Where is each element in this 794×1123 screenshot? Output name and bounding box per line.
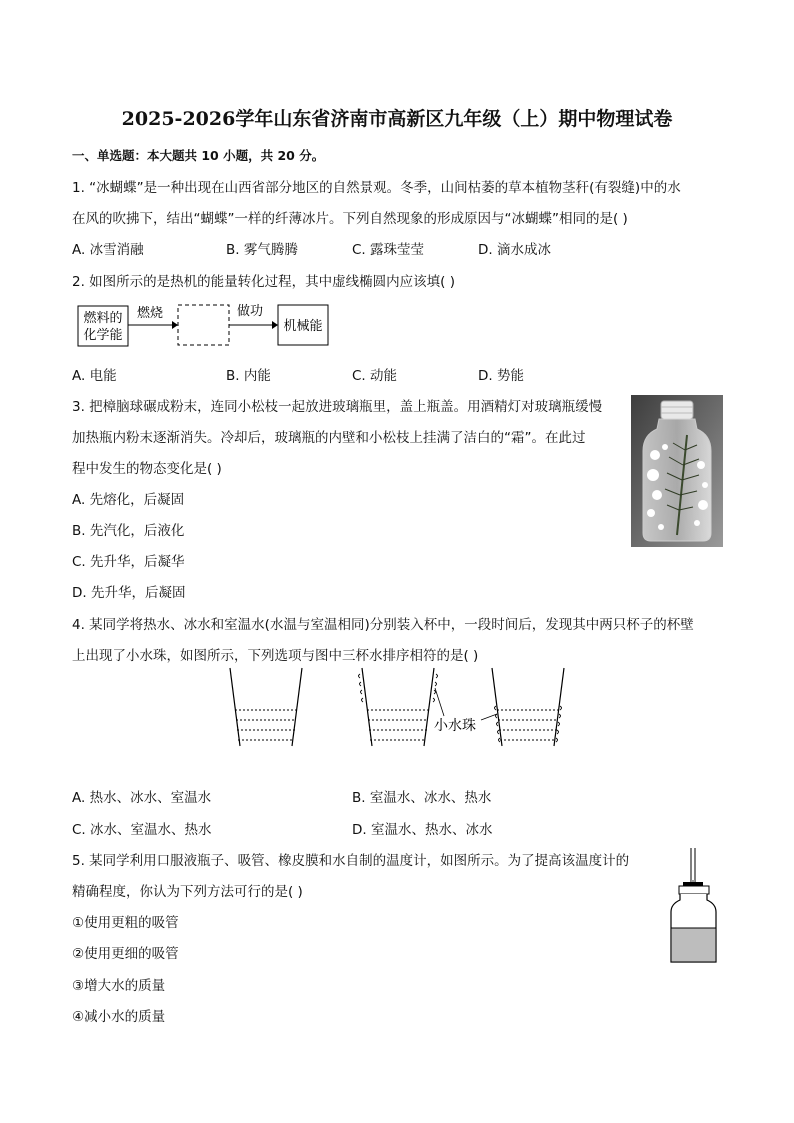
q3-line-3: 程中发生的物态变化是( ) bbox=[72, 461, 222, 477]
energy-conversion-diagram bbox=[72, 296, 342, 352]
q3-option-c: C. 先升华，后凝华 bbox=[72, 554, 185, 570]
homemade-thermometer-diagram bbox=[666, 846, 726, 968]
q2-option-d: D. 势能 bbox=[478, 368, 524, 384]
q2-option-a: A. 电能 bbox=[72, 368, 117, 384]
page-title: 2025-2026学年山东省济南市高新区九年级（上）期中物理试卷 bbox=[121, 108, 673, 130]
q4-line-2: 上出现了小水珠，如图所示，下列选项与图中三杯水排序相符的是( ) bbox=[72, 648, 479, 664]
diagram-blank-box bbox=[178, 305, 229, 345]
q1-line-1: 1. “冰蝴蝶”是一种出现在山西省部分地区的自然景观。冬季，山间枯萎的草本植物茎秆(有裂缝)中的水 bbox=[72, 180, 681, 196]
q1-option-c: C. 露珠莹莹 bbox=[352, 242, 425, 258]
q3-option-a: A. 先熔化，后凝固 bbox=[72, 492, 185, 508]
jar-photo-image bbox=[631, 395, 723, 547]
q4-line-1: 4. 某同学将热水、冰水和室温水(水温与室温相同)分别装入杯中，一段时间后，发现其中两只杯子的杯壁 bbox=[72, 617, 694, 633]
q4-option-b: B. 室温水、冰水、热水 bbox=[352, 790, 492, 806]
three-cups-diagram bbox=[226, 666, 576, 752]
q1-option-d: D. 滴水成冰 bbox=[478, 242, 551, 258]
q2-option-c: C. 动能 bbox=[352, 368, 398, 384]
q5-item-2: ②使用更细的吸管 bbox=[72, 946, 179, 962]
q3-option-d: D. 先升华，后凝固 bbox=[72, 585, 186, 601]
q3-option-b: B. 先汽化，后液化 bbox=[72, 523, 185, 539]
diagram-box3-label: 机械能 bbox=[283, 319, 323, 334]
diagram-arrow1-label: 燃烧 bbox=[136, 306, 164, 321]
diagram-arrow2-label: 做功 bbox=[236, 304, 264, 319]
diagram-box1-line1: 燃料的 bbox=[83, 311, 123, 326]
q5-line-2: 精确程度，你认为下列方法可行的是( ) bbox=[72, 884, 303, 900]
q1-option-a: A. 冰雪消融 bbox=[72, 242, 144, 258]
section-heading: 一、单选题：本大题共 10 小题，共 20 分。 bbox=[72, 148, 325, 163]
q3-line-1: 3. 把樟脑球碾成粉末，连同小松枝一起放进玻璃瓶里，盖上瓶盖。用酒精灯对玻璃瓶缓慢 bbox=[72, 399, 603, 415]
q5-item-4: ④减小水的质量 bbox=[72, 1009, 166, 1025]
q2-option-b: B. 内能 bbox=[226, 368, 271, 384]
q5-item-1: ①使用更粗的吸管 bbox=[72, 915, 179, 931]
water-droplets-label: 小水珠 bbox=[434, 718, 476, 734]
q5-line-1: 5. 某同学利用口服液瓶子、吸管、橡皮膜和水自制的温度计，如图所示。为了提高该温度计的 bbox=[72, 853, 630, 869]
q4-option-c: C. 冰水、室温水、热水 bbox=[72, 822, 212, 838]
q5-item-3: ③增大水的质量 bbox=[72, 978, 166, 994]
q4-option-a: A. 热水、冰水、室温水 bbox=[72, 790, 212, 806]
q4-option-d: D. 室温水、热水、冰水 bbox=[352, 822, 493, 838]
q2-line-1: 2. 如图所示的是热机的能量转化过程，其中虚线椭圆内应该填( ) bbox=[72, 274, 455, 290]
q1-option-b: B. 雾气腾腾 bbox=[226, 242, 298, 258]
q3-line-2: 加热瓶内粉末逐渐消失。冷却后，玻璃瓶的内壁和小松枝上挂满了洁白的“霜”。在此过 bbox=[72, 430, 586, 446]
q1-line-2: 在风的吹拂下，结出“蝴蝶”一样的纤薄冰片。下列自然现象的形成原因与“冰蝴蝶”相同的是( ) bbox=[72, 211, 628, 227]
diagram-box1-line2: 化学能 bbox=[83, 328, 123, 343]
